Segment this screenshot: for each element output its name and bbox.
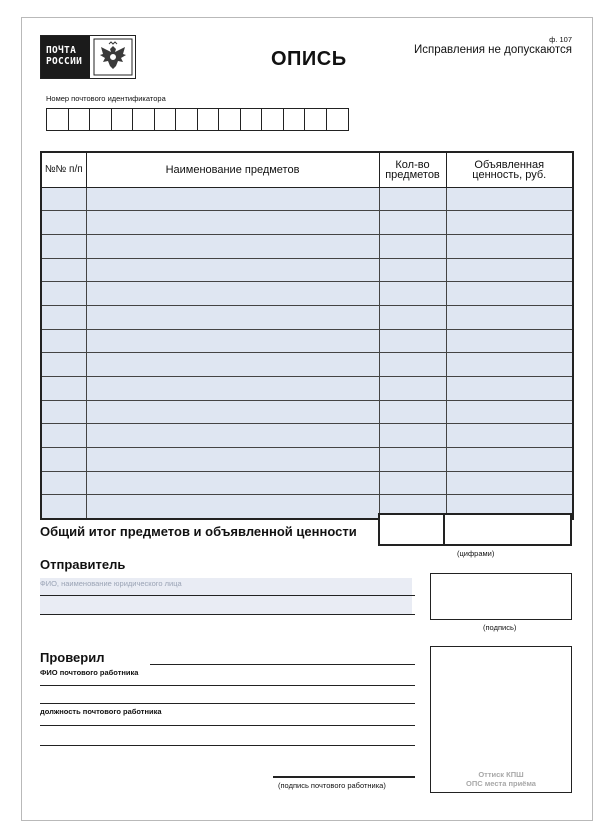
item-name-cell[interactable]	[86, 471, 379, 495]
quantity-cell[interactable]	[379, 258, 446, 282]
worker-signature-label: (подпись почтового работника)	[278, 781, 386, 790]
row-number-cell[interactable]	[41, 424, 86, 448]
declared-value-cell[interactable]	[446, 187, 573, 211]
page-title: ОПИСЬ	[271, 48, 347, 70]
item-name-cell[interactable]	[86, 424, 379, 448]
table-row	[41, 258, 573, 282]
row-number-cell[interactable]	[41, 234, 86, 258]
sender-line-1	[40, 595, 415, 596]
declared-value-cell[interactable]	[446, 471, 573, 495]
tracking-digit-box[interactable]	[240, 108, 263, 131]
no-corrections-notice: Исправления не допускаются	[414, 44, 572, 56]
row-number-cell[interactable]	[41, 471, 86, 495]
declared-value-cell[interactable]	[446, 377, 573, 401]
item-name-cell[interactable]	[86, 187, 379, 211]
tracking-digit-box[interactable]	[46, 108, 69, 131]
row-number-cell[interactable]	[41, 187, 86, 211]
item-name-cell[interactable]	[86, 305, 379, 329]
tracking-digit-box[interactable]	[261, 108, 284, 131]
total-value-field[interactable]	[443, 513, 572, 546]
item-name-cell[interactable]	[86, 377, 379, 401]
tracking-digit-box[interactable]	[283, 108, 306, 131]
column-number: №№ п/п	[41, 152, 86, 187]
worker-position-label: должность почтового работника	[40, 707, 162, 716]
sender-name-hint: ФИО, наименование юридического лица	[40, 579, 182, 588]
table-row	[41, 305, 573, 329]
logo-text	[41, 36, 90, 78]
checked-by-title: Проверил	[40, 650, 105, 665]
item-name-cell[interactable]	[86, 211, 379, 235]
quantity-cell[interactable]	[379, 211, 446, 235]
quantity-cell[interactable]	[379, 282, 446, 306]
table-body	[41, 187, 573, 519]
tracking-digit-box[interactable]	[197, 108, 220, 131]
eagle-emblem-icon	[90, 36, 135, 78]
quantity-cell[interactable]	[379, 329, 446, 353]
checked-by-line	[150, 664, 415, 665]
item-name-cell[interactable]	[86, 282, 379, 306]
item-name-cell[interactable]	[86, 400, 379, 424]
declared-value-cell[interactable]	[446, 329, 573, 353]
logo-line-1: ПОЧТА	[46, 45, 77, 56]
declared-value-cell[interactable]	[446, 400, 573, 424]
item-name-cell[interactable]	[86, 258, 379, 282]
quantity-cell[interactable]	[379, 471, 446, 495]
row-number-cell[interactable]	[41, 282, 86, 306]
table-row	[41, 471, 573, 495]
tracking-number-boxes	[46, 108, 347, 131]
table-row	[41, 211, 573, 235]
column-declared-value: Объявленная ценность, руб.	[446, 152, 573, 187]
table-row	[41, 282, 573, 306]
table-header-row	[41, 152, 573, 187]
tracking-digit-box[interactable]	[304, 108, 327, 131]
tracking-digit-box[interactable]	[89, 108, 112, 131]
tracking-digit-box[interactable]	[111, 108, 134, 131]
item-name-cell[interactable]	[86, 495, 379, 519]
declared-value-cell[interactable]	[446, 353, 573, 377]
item-name-cell[interactable]	[86, 329, 379, 353]
worker-name-label: ФИО почтового работника	[40, 668, 139, 677]
row-number-cell[interactable]	[41, 377, 86, 401]
sender-title: Отправитель	[40, 557, 126, 572]
declared-value-cell[interactable]	[446, 282, 573, 306]
table-row	[41, 400, 573, 424]
figures-label: (цифрами)	[457, 549, 495, 558]
table-row	[41, 234, 573, 258]
tracking-digit-box[interactable]	[68, 108, 91, 131]
tracking-digit-box[interactable]	[154, 108, 177, 131]
declared-value-cell[interactable]	[446, 305, 573, 329]
quantity-cell[interactable]	[379, 424, 446, 448]
declared-value-cell[interactable]	[446, 258, 573, 282]
row-number-cell[interactable]	[41, 400, 86, 424]
quantity-cell[interactable]	[379, 234, 446, 258]
stamp-label-line-2: ОПС места приёма	[466, 779, 536, 788]
declared-value-cell[interactable]	[446, 448, 573, 472]
sender-signature-label: (подпись)	[483, 623, 517, 632]
sender-signature-box[interactable]	[430, 573, 572, 620]
declared-value-cell[interactable]	[446, 424, 573, 448]
item-name-cell[interactable]	[86, 353, 379, 377]
table-row	[41, 187, 573, 211]
sender-name-field[interactable]	[40, 578, 412, 614]
quantity-cell[interactable]	[379, 377, 446, 401]
table-row	[41, 353, 573, 377]
table-row	[41, 377, 573, 401]
total-quantity-field[interactable]	[378, 513, 445, 546]
row-number-cell[interactable]	[41, 495, 86, 519]
quantity-cell[interactable]	[379, 305, 446, 329]
worker-name-line-1	[40, 685, 415, 686]
sender-line-2	[40, 614, 415, 615]
worker-signature-line	[273, 776, 415, 778]
row-number-cell[interactable]	[41, 305, 86, 329]
tracking-number-label: Номер почтового идентификатора	[46, 94, 166, 103]
table-row	[41, 448, 573, 472]
total-label: Общий итог предметов и объявленной ценности	[40, 524, 357, 539]
stamp-label-line-1: Оттиск КПШ	[478, 770, 524, 779]
quantity-cell[interactable]	[379, 448, 446, 472]
quantity-cell[interactable]	[379, 400, 446, 424]
declared-value-cell[interactable]	[446, 211, 573, 235]
row-number-cell[interactable]	[41, 211, 86, 235]
tracking-digit-box[interactable]	[326, 108, 349, 131]
column-item-name: Наименование предметов	[86, 152, 379, 187]
worker-position-line-2	[40, 745, 415, 746]
table-row	[41, 329, 573, 353]
tracking-digit-box[interactable]	[218, 108, 241, 131]
quantity-cell[interactable]	[379, 353, 446, 377]
russian-post-logo	[40, 35, 136, 79]
items-table	[40, 151, 574, 520]
worker-name-line-2	[40, 703, 415, 704]
column-quantity: Кол-во предметов	[379, 152, 446, 187]
quantity-cell[interactable]	[379, 187, 446, 211]
form-number: ф. 107	[549, 35, 572, 44]
item-name-cell[interactable]	[86, 234, 379, 258]
row-number-cell[interactable]	[41, 329, 86, 353]
declared-value-cell[interactable]	[446, 234, 573, 258]
row-number-cell[interactable]	[41, 448, 86, 472]
tracking-digit-box[interactable]	[132, 108, 155, 131]
logo-line-2: РОССИИ	[46, 56, 83, 67]
item-name-cell[interactable]	[86, 448, 379, 472]
table-row	[41, 424, 573, 448]
row-number-cell[interactable]	[41, 258, 86, 282]
tracking-digit-box[interactable]	[175, 108, 198, 131]
row-number-cell[interactable]	[41, 353, 86, 377]
worker-position-line-1	[40, 725, 415, 726]
